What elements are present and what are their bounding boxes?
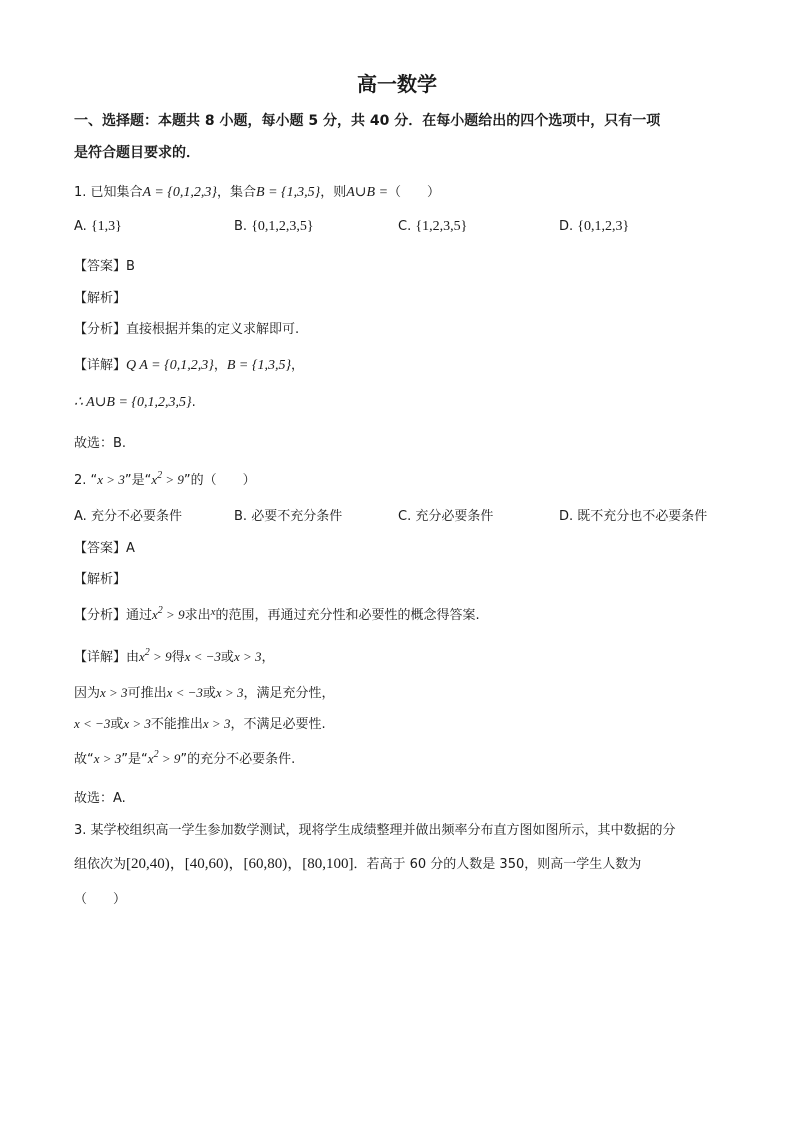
q2-detail-line4: 故“x > 3”是“$x^2 > 9$”的充分不必要条件. — [74, 749, 296, 767]
q2-choose: 故选：A. — [74, 791, 126, 806]
q2-detail-line3: x < −3或x > 3不能推出x > 3，不满足必要性. — [74, 716, 326, 732]
q1-paren: （ ） — [388, 185, 441, 200]
q1-conclusion: ∴ A∪B = {0,1,2,3,5}. — [74, 395, 196, 410]
q1-detail: 【详解】Q A = {0,1,2,3}，B = {1,3,5}， — [74, 358, 305, 373]
q2-detail-line1: 【详解】由$x^2 > 9$得x < −3或x > 3， — [74, 647, 275, 665]
q1-fenxi: 【分析】直接根据并集的定义求解即可. — [74, 322, 300, 337]
q3-stem-line3: （ ） — [74, 892, 127, 907]
q2-answer: 【答案】A — [74, 541, 135, 556]
q1-option-a: A. {1,3} — [74, 219, 122, 234]
q2-analysis-heading: 【解析】 — [74, 572, 127, 587]
q1-set-a: A = {0,1,2,3} — [142, 185, 217, 200]
q2-option-c: C. 充分必要条件 — [398, 509, 494, 524]
q1-choose: 故选：B. — [74, 436, 127, 451]
q2-fenxi: 【分析】通过$x^2 > 9$求出$^x$的范围，再通过充分性和必要性的概念得答案. — [74, 605, 480, 623]
q1-set-b: B = {1,3,5} — [256, 185, 321, 200]
q2-option-a: A. 充分不必要条件 — [74, 509, 182, 524]
q1-stem-then: ，则 — [320, 185, 347, 200]
q3-intervals: [20,40)，[40,60)，[60,80)，[80,100] — [126, 856, 354, 872]
q1-option-c: C. {1,2,3,5} — [398, 219, 468, 234]
q1-stem — [74, 181, 440, 201]
q2-option-b: B. 必要不充分条件 — [234, 509, 343, 524]
q1-stem-prefix: 1. 已知集合 — [74, 185, 143, 200]
page-title: 高一数学 — [357, 72, 437, 96]
section-heading-line2: 是符合题目要求的． — [74, 145, 200, 161]
q3-stem-line1: 3. 某学校组织高一学生参加数学测试，现将学生成绩整理并做出频率分布直方图如图所示，其中数据的分 — [74, 823, 676, 838]
q1-option-d: D. {0,1,2,3} — [559, 219, 630, 234]
q2-option-d: D. 既不充分也不必要条件 — [559, 509, 708, 524]
q1-option-b: B. {0,1,2,3,5} — [234, 219, 314, 234]
q1-union: A∪B = — [346, 185, 389, 200]
q2-stem: 2. “x > 3”是“$x^2 > 9$”的（ ） — [74, 470, 256, 488]
q2-detail-line2: 因为x > 3可推出x < −3或x > 3，满足充分性， — [74, 685, 335, 701]
q3-stem-line2: 组依次为[20,40)，[40,60)，[60,80)，[80,100]．若高于 60 分的人数是 350，则高一学生人数为 — [74, 856, 642, 872]
q1-answer: 【答案】B — [74, 259, 135, 274]
section-heading-line1: 一、选择题：本题共 8 小题，每小题 5 分，共 40 分．在每小题给出的四个选项中，只有一项 — [74, 113, 661, 129]
q1-stem-mid: ，集合 — [217, 185, 257, 200]
q1-analysis-heading: 【解析】 — [74, 291, 127, 306]
